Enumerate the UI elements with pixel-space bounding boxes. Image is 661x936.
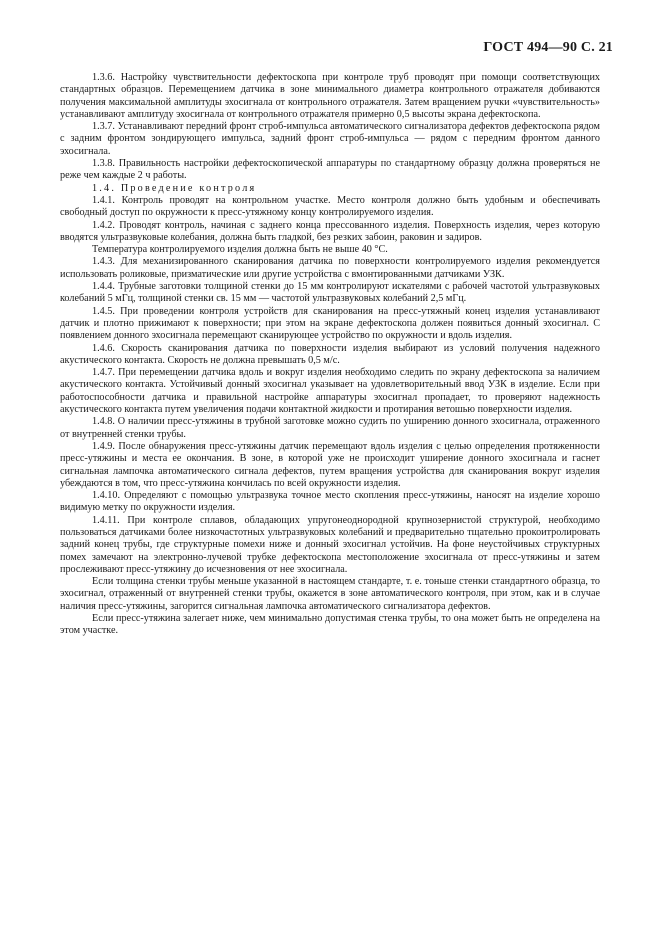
page-header: ГОСТ 494—90 С. 21: [483, 40, 613, 55]
paragraph-1-4-1: 1.4.1. Контроль проводят на контрольном участке. Место контроля должно быть удобным и обеспечивать свободный доступ по окружности к пресс-утяжному концу контролируемого изделия.: [60, 194, 600, 219]
paragraph-thin-wall: Если толщина стенки трубы меньше указанной в настоящем стандарте, т. е. тоньше стенки стандартного образца, то эхосигнал, отраженный от внутренней стенки трубы, окажется в зоне автоматического контроля, при этом, как и в случае наличия пресс-утяжины, загорится сигнальная лампочка автоматического сигнализатора дефектов.: [60, 576, 600, 612]
paragraph-1-3-7: 1.3.7. Устанавливают передний фронт строб-импульса автоматического сигнализатора дефектов дефектоскопа рядом с задним фронтом зондирующего импульса, задний фронт строб-импульса — рядом с передним фронтом данного эхосигнала.: [60, 121, 600, 157]
section-heading-1-4: 1.4. Проведение контроля: [92, 182, 257, 194]
document-body: [60, 72, 600, 638]
paragraph-1-4-7: 1.4.7. При перемещении датчика вдоль и вокруг изделия необходимо следить по экрану дефектоскопа за наличием акустического контакта. Устойчивый донный эхосигнал указывает на удовлетворительный ввод УЗК в изделие. Если при работоспособности датчика и правильной настройке аппаратуры эхосигнал пропадает, то проверяют надежность акустического контакта путем увеличения подачи контактной жидкости и протирания ветошью поверхности изделия.: [60, 367, 600, 416]
paragraph-1-4-10: 1.4.10. Определяют с помощью ультразвука точное место скопления пресс-утяжины, наносят на изделие хорошо видимую метку по окружности изделия.: [60, 490, 600, 514]
paragraph-1-4-11: 1.4.11. При контроле сплавов, обладающих упругонеоднородной крупнозернистой структурой, необходимо пользоваться датчиками более низкочастотных ультразвуковых колебаний и предварительно тщательно прокоитролировать задний конец трубы, где структурные помехи ниже и донный эхосигнал устойчив. На фоне неустойчивых структурных помех замечают на электронно-лучевой трубке дефектоскопа местоположение эхосигнала от пресс-утяжины и затем прослеживают пресс-утяжину до исчезновения от нее эхосигнала.: [60, 514, 600, 575]
paragraph-1-4-3: 1.4.3. Для механизированного сканирования датчика по поверхности контролируемого изделия рекомендуется использовать роликовые, призматические или другие устройства с вмонтированными датчиками УЗК.: [60, 256, 600, 280]
paragraph-1-4-8: 1.4.8. О наличии пресс-утяжины в трубной заготовке можно судить по уширению донного эхосигнала, отраженного от внутренней стенки трубы.: [60, 416, 600, 440]
paragraph-temperature: Температура контролируемого изделия должна быть не выше 40 °С.: [92, 244, 388, 256]
paragraph-deep-defect: Если пресс-утяжина залегает ниже, чем минимально допустимая стенка трубы, то она может быть не определена на этом участке.: [60, 613, 600, 637]
paragraph-1-4-6: 1.4.6. Скорость сканирования датчика по поверхности изделия выбирают из условий получения надежного акустического контакта. Скорость не должна превышать 0,5 м/с.: [60, 342, 600, 366]
paragraph-1-4-2: 1.4.2. Проводят контроль, начиная с заднего конца прессованного изделия. Поверхность изделия, через которую вводятся ультразвуковые колебания, должна быть гладкой, без резких забоин, раковин и задиров.: [60, 219, 600, 243]
paragraph-1-3-8: 1.3.8. Правильность настройки дефектоскопической аппаратуры по стандартному образцу должна проверяться не реже чем каждые 2 ч работы.: [60, 158, 600, 182]
paragraph-1-4-4: 1.4.4. Трубные заготовки толщиной стенки до 15 мм контролируют искателями с рабочей частотой ультразвуковых колебаний 5 мГц, толщиной стенки св. 15 мм — частотой ультразвуковых колебаний 2,5 мГц.: [60, 281, 600, 305]
paragraph-1-3-6: 1.3.6. Настройку чувствительности дефектоскопа при контроле труб проводят при помощи соответствующих стандартных образцов. Перемещением датчика в зоне минимального диаметра контрольного отражателя добиваются получения максимальной амплитуды эхосигнала от контрольного отражателя. Затем вращением ручки «чувствительность» устанавливают амплитуду эхосигнала от контрольного отражателя примерно 0,5 высоты экрана дефектоскопа.: [60, 72, 600, 120]
paragraph-1-4-9: 1.4.9. После обнаружения пресс-утяжины датчик перемещают вдоль изделия с целью определения протяженности пресс-утяжины и места ее окончания. В зоне, в которой уже не происходит уширение донного эхосигнала и гаснет сигнальная лампочка автоматического сигнала дефектов, путем вращения устройства для сканирования вокруг изделия убеждаются в том, что пресс-утяжина кончилась по всей окружности изделия.: [60, 440, 600, 489]
paragraph-1-4-5: 1.4.5. При проведении контроля устройств для сканирования на пресс-утяжный конец изделия устанавливают датчик и плотно прижимают к поверхности; при этом на экране дефектоскопа должен появиться донный эхосигнал. С появлением донного эхосигнала перемещают сканирующее устройство по окружности и вдоль изделия.: [60, 305, 600, 342]
